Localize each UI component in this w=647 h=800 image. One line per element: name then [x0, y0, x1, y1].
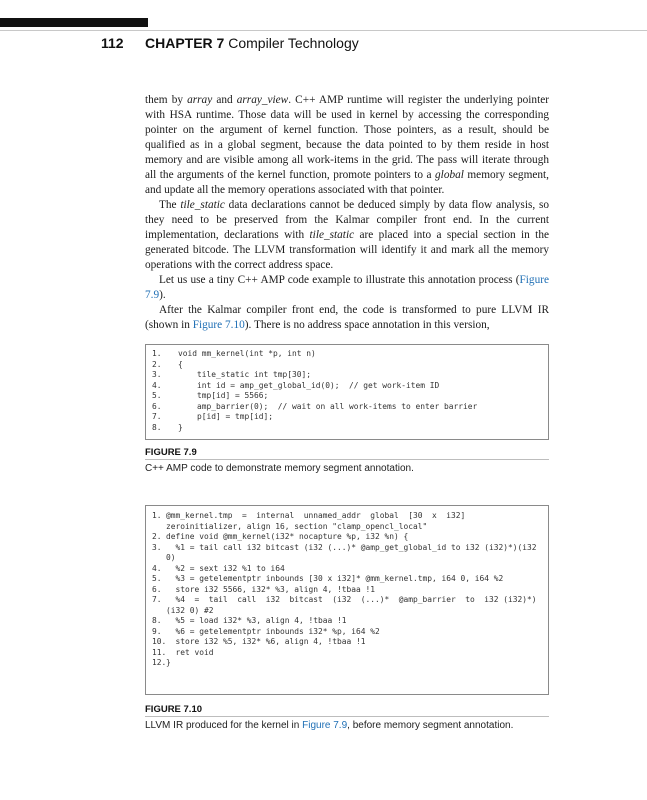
caption-text: , before memory segment annotation. — [347, 720, 514, 731]
line-number: 8. — [152, 616, 162, 625]
line-number: 6. — [152, 584, 162, 594]
code-line — [152, 391, 542, 402]
code-line — [152, 511, 542, 532]
body-text — [145, 93, 549, 333]
code-text: store i32 %5, i32* %6, align 4, !tbaa !1 — [166, 637, 366, 646]
code-text: tmp[id] = 5566; — [178, 391, 269, 400]
line-number: 5. — [152, 391, 162, 400]
line-number: 6. — [152, 401, 162, 411]
text-run: are placed into a special section in the generated bitcode. The LLVM transformation will identify it and mark all the memory operations with the correct address space. — [145, 229, 549, 271]
line-number: 3. — [152, 542, 162, 552]
code-line — [152, 349, 542, 360]
code-line — [152, 381, 542, 392]
code-line — [152, 658, 542, 669]
line-number: 7. — [152, 412, 162, 421]
code-text: tile_static int tmp[30]; — [178, 370, 312, 379]
chapter-heading — [145, 35, 359, 51]
figure-7-10-caption — [145, 720, 513, 731]
line-number: 4. — [152, 380, 162, 390]
code-line — [152, 595, 542, 616]
chapter-label: CHAPTER 7 — [145, 35, 225, 51]
line-number: 12. — [152, 658, 167, 667]
caption-text: LLVM IR produced for the kernel in — [145, 720, 303, 731]
figure-7-10-rule — [145, 716, 549, 717]
code-line — [152, 564, 542, 575]
text-run: The — [159, 199, 181, 211]
code-text: int id = amp_get_global_id(0); // get work-item ID — [178, 380, 440, 390]
text-run: and — [212, 94, 237, 106]
line-number: 7. — [152, 595, 162, 604]
code-text: %4 = tail call i32 bitcast (i32 (...)* @amp_barrier to i32 (i32)*)(i32 0) #2 — [166, 595, 537, 615]
figure-7-9-rule — [145, 459, 549, 460]
code-line — [152, 370, 542, 381]
code-text: %2 = sext i32 %1 to i64 — [166, 563, 285, 573]
code-line — [152, 574, 542, 585]
code-listing-7-10 — [145, 505, 549, 695]
line-number: 9. — [152, 626, 162, 636]
line-number: 8. — [152, 422, 162, 432]
text-run: . C++ AMP runtime will register the underlying pointer with HSA runtime. Those data will be used in kernel by accessing the corresponding pointer on the argument of kernel function. Those pointers, as a result, should be qualified as in a global segment, because the data pointed to by them reside in host memory and are visible among all work-items in the grid. The pass will iterate through all the arguments of the kernel function, promote pointers to a — [145, 94, 549, 181]
header-rule — [0, 30, 647, 31]
line-number: 10. — [152, 637, 167, 646]
figure-link[interactable]: Figure 7.9 — [145, 274, 549, 301]
line-number: 2. — [152, 532, 162, 541]
text-run: ). — [159, 289, 166, 301]
page-number: 112 — [101, 35, 124, 51]
code-line — [152, 360, 542, 371]
figure-link[interactable]: Figure 7.10 — [192, 319, 245, 331]
code-line — [152, 585, 542, 596]
code-text: %3 = getelementptr inbounds [30 x i32]* @mm_kernel.tmp, i64 0, i64 %2 — [166, 574, 504, 583]
code-line — [152, 423, 542, 434]
header-bar — [0, 18, 148, 27]
code-text: } — [178, 422, 183, 432]
text-run: them by — [145, 94, 188, 106]
text-run: Let us use a tiny C++ AMP code example to illustrate this annotation process ( — [159, 274, 520, 286]
code-line — [152, 543, 542, 564]
text-run: data declarations cannot be deduced simply by data flow analysis, so they need to be preserved from the Kalmar compiler front end. In the current implementation, declarations with — [145, 199, 549, 241]
figure-7-9-caption: C++ AMP code to demonstrate memory segment annotation. — [145, 463, 414, 474]
paragraph-4 — [145, 303, 549, 333]
emphasis-text: array — [187, 94, 213, 106]
chapter-title: Compiler Technology — [228, 35, 359, 51]
code-line — [152, 627, 542, 638]
figure-7-9-label: FIGURE 7.9 — [145, 447, 197, 458]
code-text: p[id] = tmp[id]; — [178, 412, 274, 421]
code-line — [152, 402, 542, 413]
code-text: store i32 5566, i32* %3, align 4, !tbaa !1 — [166, 584, 376, 594]
code-line — [152, 412, 542, 423]
paragraph-3 — [145, 273, 549, 303]
code-line — [152, 648, 542, 659]
paragraph-2 — [145, 198, 549, 273]
code-text: void mm_kernel(int *p, int n) — [178, 349, 316, 358]
emphasis-text: tile_static — [180, 199, 225, 211]
code-text: %5 = load i32* %3, align 4, !tbaa !1 — [166, 616, 347, 625]
figure-7-9-link[interactable]: Figure 7.9 — [302, 720, 348, 731]
code-line — [152, 532, 542, 543]
emphasis-text: tile_static — [309, 229, 355, 241]
line-number: 3. — [152, 370, 162, 379]
emphasis-text: global — [435, 169, 464, 181]
line-number: 1. — [152, 349, 162, 358]
code-text: %6 = getelementptr inbounds i32* %p, i64 %2 — [166, 626, 380, 636]
line-number: 1. — [152, 511, 162, 520]
code-text: define void @mm_kernel(i32* nocapture %p, i32 %n) { — [166, 532, 409, 541]
emphasis-text: array_view — [236, 94, 289, 106]
code-listing-7-9 — [145, 344, 549, 440]
code-line — [152, 616, 542, 627]
code-text: @mm_kernel.tmp = internal unnamed_addr global [30 x i32] zeroinitializer, align 16, section "clamp_opencl_local" — [166, 511, 471, 531]
code-text: ret void — [166, 647, 214, 657]
text-run: memory segment, and update all the memory operations associated with that pointer. — [145, 169, 549, 196]
text-run: ). There is no address space annotation in this version, — [244, 319, 490, 331]
text-run: After the Kalmar compiler front end, the code is transformed to pure LLVM IR (shown in — [145, 304, 549, 331]
figure-7-10-label: FIGURE 7.10 — [145, 704, 203, 715]
code-text: } — [166, 658, 171, 667]
code-line — [152, 637, 542, 648]
code-text: amp_barrier(0); // wait on all work-items to enter barrier — [178, 401, 478, 411]
line-number: 11. — [152, 647, 167, 657]
code-text: %1 = tail call i32 bitcast (i32 (...)* @amp_get_global_id to i32 (i32)*)(i32 0) — [166, 542, 542, 562]
line-number: 4. — [152, 563, 162, 573]
code-text: { — [178, 359, 183, 369]
line-number: 2. — [152, 359, 162, 369]
paragraph-1 — [145, 93, 549, 198]
line-number: 5. — [152, 574, 162, 583]
